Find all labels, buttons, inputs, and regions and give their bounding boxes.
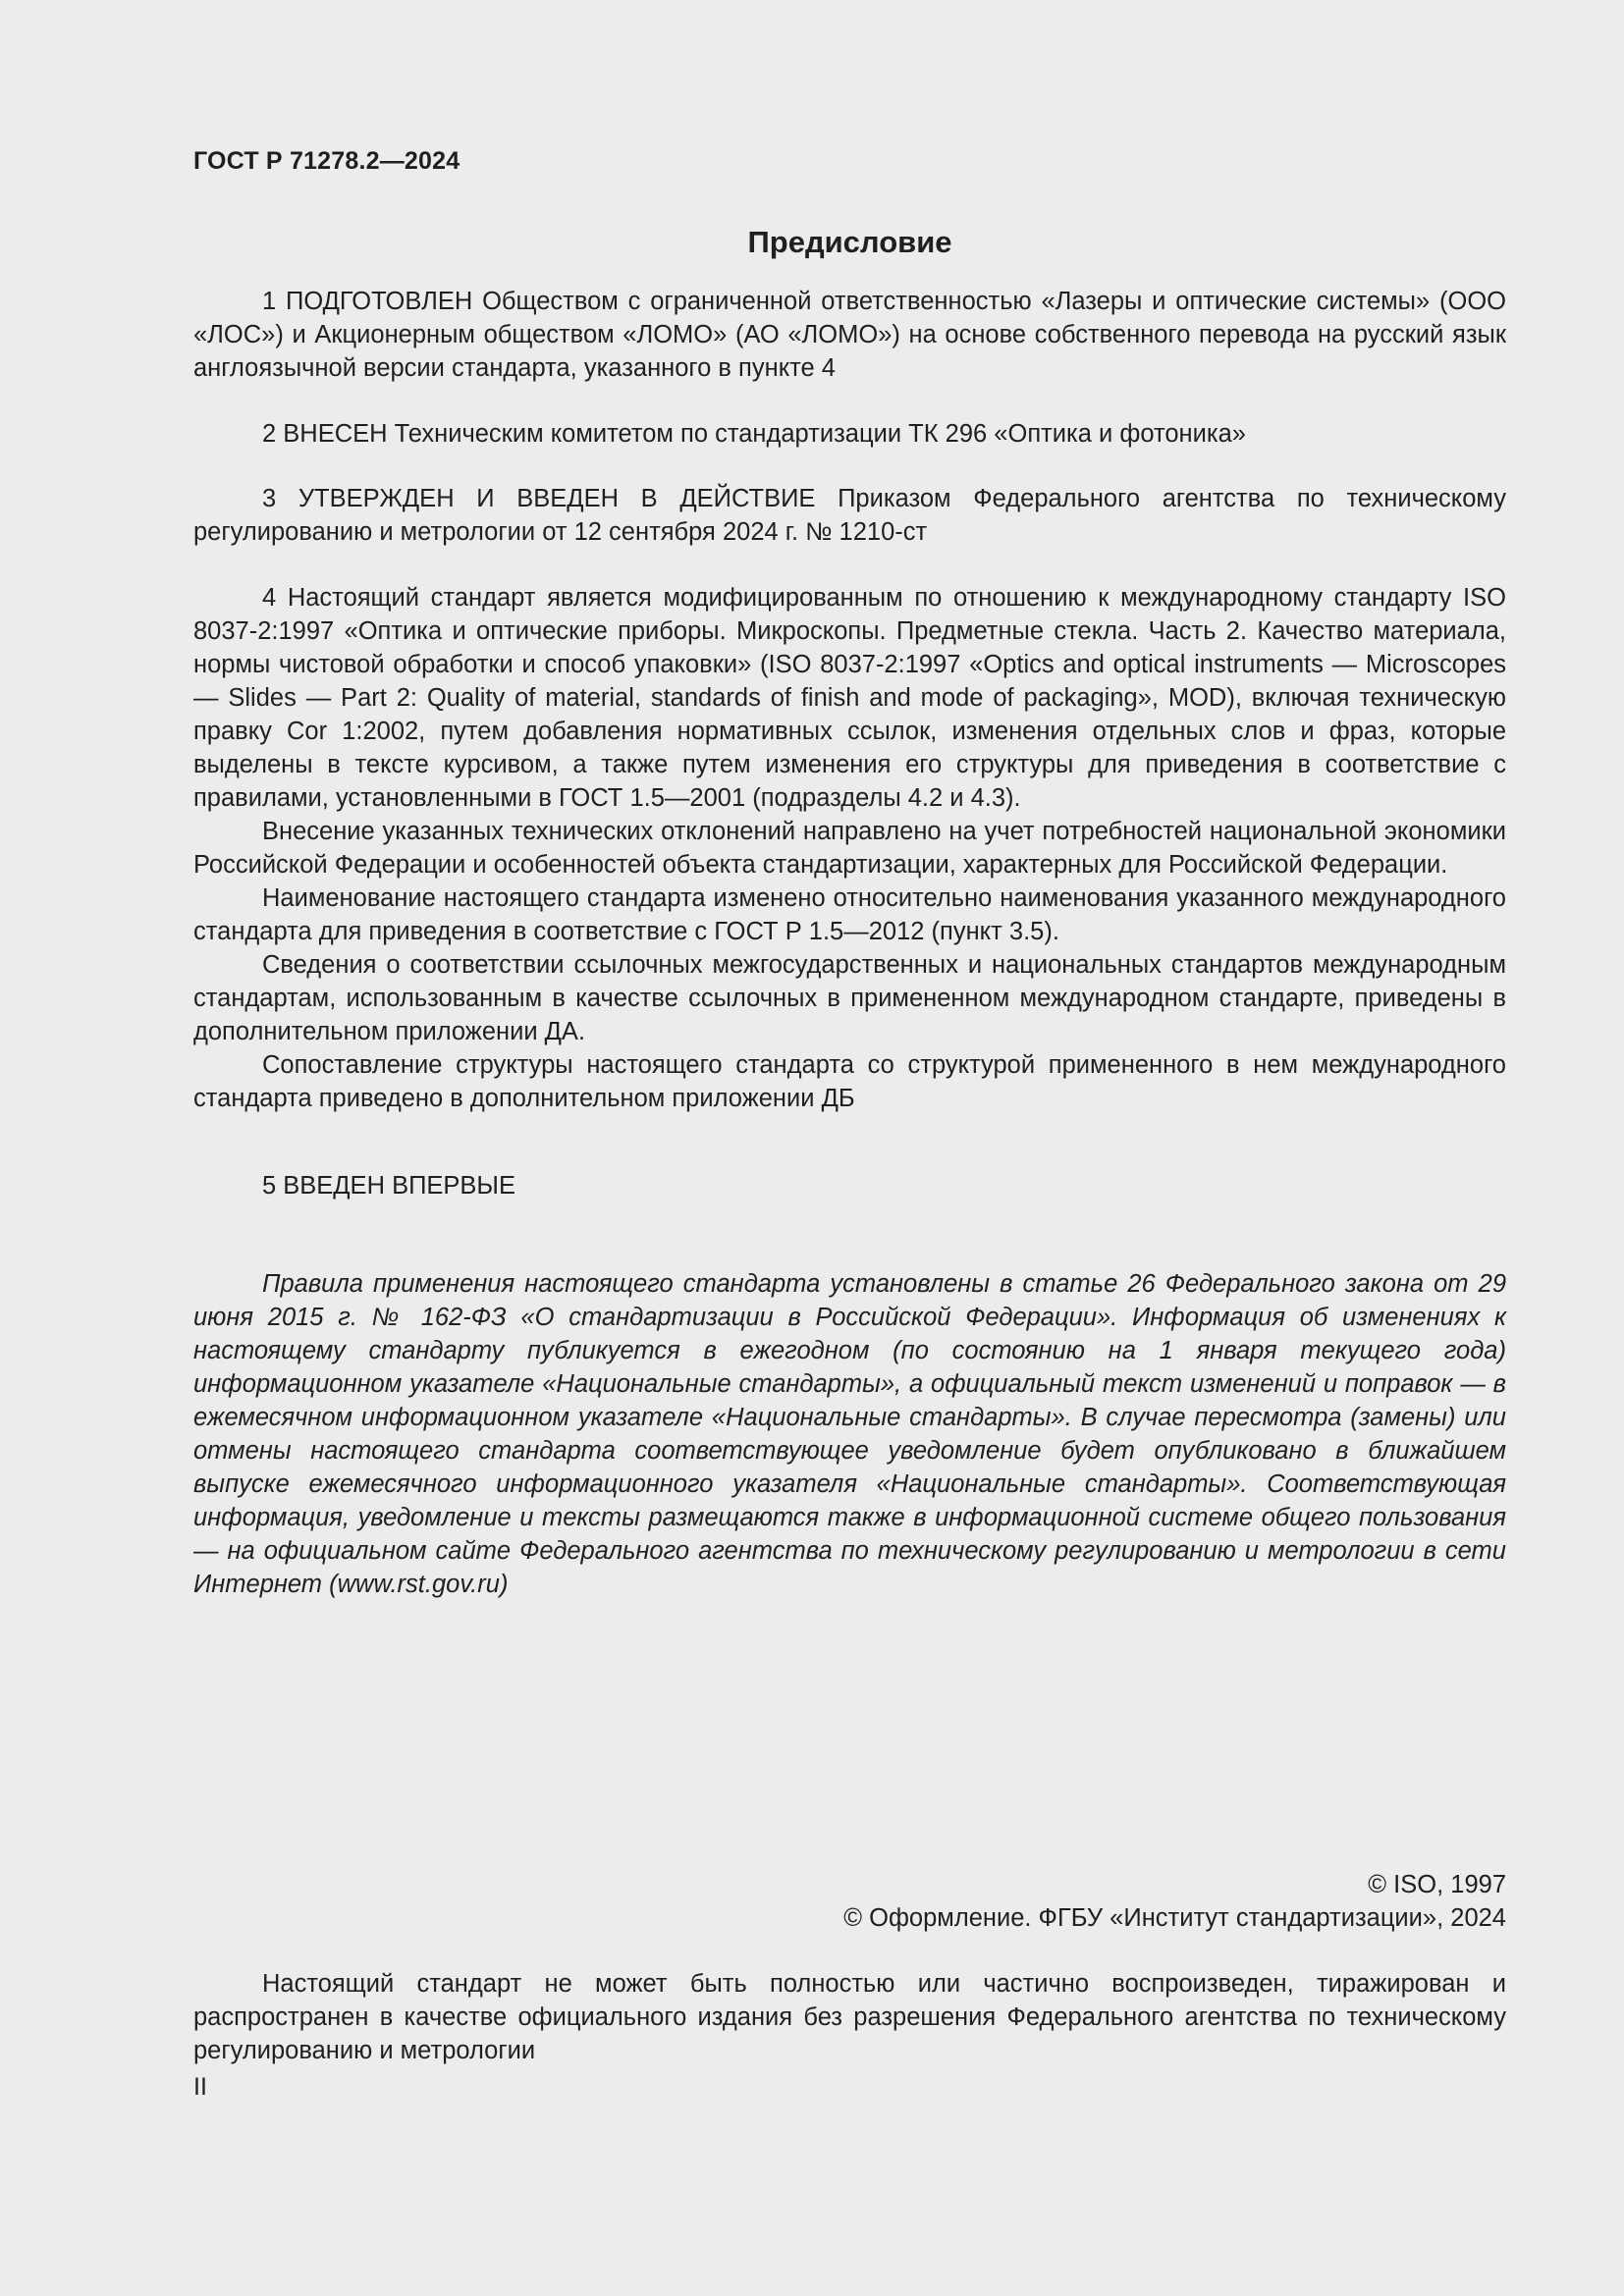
foreword-item-4-paragraph: Сведения о соответствии ссылочных межгосударственных и национальных стандартов международным стандартам, использованным в качестве ссылочных в примененном международном стандарте, приведены в дополнительном приложении ДА. xyxy=(193,951,1506,1045)
foreword-item-4 xyxy=(193,581,1506,1115)
page-title: Предисловие xyxy=(747,225,952,259)
rules-notice-text: Правила применения настоящего стандарта установлены в статье 26 Федерального закона от 29 июня 2015 г. № 162-ФЗ «О стандартизации в Российской Федерации». Информация об изменениях к настоящему стандарту публикуется в ежегодном (по состоянию на 1 января текущего года) информационном указателе «Национальные стандарты», а официальный текст изменений и поправок — в ежемесячном информационном указателе «Национальные стандарты». В случае пересмотра (замены) или отмены настоящего стандарта соответствующее уведомление будет опубликовано в ближайшем выпуске ежемесячного информационного указателя «Национальные стандарты». Соответствующая информация, уведомление и тексты размещаются также в информационной системе общего пользования — на официальном сайте Федерального агентства по техническому регулированию и метрологии в сети Интернет (www.rst.gov.ru) xyxy=(193,1270,1506,1598)
foreword-item-4-paragraph: Наименование настоящего стандарта изменено относительно наименования указанного международного стандарта для приведения в соответствие с ГОСТ Р 1.5—2012 (пункт 3.5). xyxy=(193,884,1506,945)
document-page xyxy=(193,0,1506,2296)
foreword-item-5 xyxy=(193,1169,1506,1202)
reproduction-notice-text: Настоящий стандарт не может быть полностью или частично воспроизведен, тиражирован и распространен в качестве официального издания без разрешения Федерального агентства по техническому регулированию и метрологии xyxy=(193,1970,1506,2064)
document-code-header: ГОСТ Р 71278.2—2024 xyxy=(193,147,460,175)
reproduction-notice xyxy=(193,1967,1506,2067)
foreword-item-2 xyxy=(193,417,1506,451)
foreword-item-2-text: 2 ВНЕСЕН Техническим комитетом по стандартизации ТК 296 «Оптика и фотоника» xyxy=(262,420,1246,448)
foreword-item-3 xyxy=(193,482,1506,549)
foreword-item-4-paragraph: 4 Настоящий стандарт является модифицированным по отношению к международному стандарту ISO 8037-2:1997 «Оптика и оптические приборы. Микроскопы. Предметные стекла. Часть 2. Качество материала, нормы чистовой обработки и способ упаковки» (ISO 8037-2:1997 «Optics and optical instruments — Microscopes — Slides — Part 2: Quality of material, standards of finish and mode of packaging», MOD), включая техническую правку Cor 1:2002, путем добавления нормативных ссылок, изменения отдельных слов и фраз, которые выделены в тексте курсивом, а также путем изменения его структуры для приведения в соответствие с правилами, установленными в ГОСТ 1.5—2001 (подразделы 4.2 и 4.3). xyxy=(193,584,1506,812)
page-number: II xyxy=(193,2073,207,2101)
copyright-iso: © ISO, 1997 xyxy=(1368,1871,1506,1898)
foreword-item-1-text: 1 ПОДГОТОВЛЕН Обществом с ограниченной ответственностью «Лазеры и оптические системы» (ООО «ЛОС») и Акционерным обществом «ЛОМО» (АО «ЛОМО») на основе собственного перевода на русский язык англоязычной версии стандарта, указанного в пункте 4 xyxy=(193,288,1506,382)
rules-notice xyxy=(193,1267,1506,1601)
foreword-item-4-paragraph: Сопоставление структуры настоящего стандарта со структурой примененного в нем международного стандарта приведено в дополнительном приложении ДБ xyxy=(193,1051,1506,1112)
copyright-design: © Оформление. ФГБУ «Институт стандартизации», 2024 xyxy=(843,1904,1506,1932)
foreword-item-5-text: 5 ВВЕДЕН ВПЕРВЫЕ xyxy=(262,1172,516,1200)
foreword-item-1 xyxy=(193,285,1506,385)
foreword-item-4-paragraph: Внесение указанных технических отклонений направлено на учет потребностей национальной экономики Российской Федерации и особенностей объекта стандартизации, характерных для Российской Федерации. xyxy=(193,818,1506,879)
foreword-item-3-text: 3 УТВЕРЖДЕН И ВВЕДЕН В ДЕЙСТВИЕ Приказом Федерального агентства по техническому регулированию и метрологии от 12 сентября 2024 г. № 1210-ст xyxy=(193,485,1506,546)
